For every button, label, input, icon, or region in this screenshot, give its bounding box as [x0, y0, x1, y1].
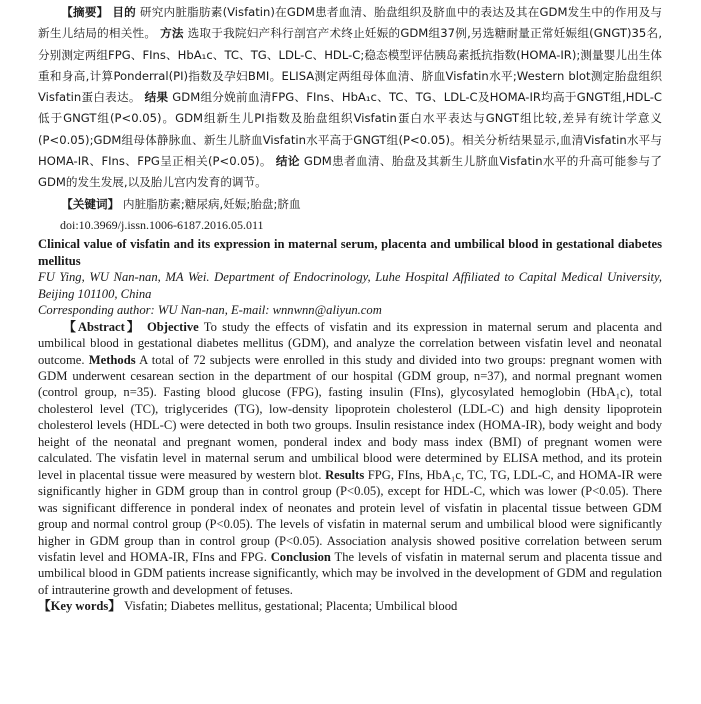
- cn-results-heading: 结果: [144, 90, 169, 105]
- en-conclusion-text: The levels of visfatin in maternal serum and placenta tissue and umbilical blood in GDM patients increase significantly, which may be involved in the development of GDM and regulation of intrauterine growth and development of fetuses.: [38, 549, 662, 597]
- cn-objective-heading: 目的: [112, 5, 136, 19]
- doi-line: doi:10.3969/j.issn.1006-6187.2016.05.011: [60, 217, 264, 232]
- en-keywords-label: 【Key words】: [38, 599, 121, 614]
- en-keywords-line: [38, 598, 662, 614]
- cn-conclusion-heading: 结论: [275, 154, 300, 169]
- corresponding-author: Corresponding author: WU Nan-nan, E-mail: wnnwnn@aliyun.com: [38, 303, 382, 318]
- cn-keywords-text: 内脏脂肪素;糖尿病,妊娠;胎盘;脐血: [122, 196, 301, 211]
- en-results-heading: Results: [325, 467, 365, 482]
- cn-abstract-paragraph: [38, 2, 662, 194]
- en-results-text: FPG, FIns, HbA₁c, TC, TG, LDL-C, and HOMA-IR were significantly higher in GDM group than in control group (P<0.05), except for HDL-C, which was lower (P<0.05). There was significant difference in ponderal index of neonates and protein level of visfatin in placental tissue between GDM group and normal control group (P<0.05). The levels of visfatin in maternal serum and umbilical blood were significantly higher in GDM group than in control group (P<0.05). Association analysis showed positive correlation between serum visfatin level and HOMA-IR, FIns and FPG.: [38, 467, 662, 564]
- paper-page: [38, 0, 662, 615]
- en-abstract-label: 【Abstract】: [63, 319, 142, 334]
- en-objective-heading: Objective: [146, 319, 199, 334]
- en-abstract-paragraph: [38, 319, 662, 599]
- cn-keywords-line: [38, 194, 662, 215]
- cn-objective-text: 研究内脏脂肪素(Visfatin)在GDM患者血清、胎盘组织及脐血中的表达及其在GDM发生中的作用及与新生儿结局的相关性。: [38, 5, 662, 41]
- en-objective-text: To study the effects of visfatin and its expression in maternal serum and placenta and umbilical blood in gestational diabetes mellitus (GDM), and analyze the correlation between visfatin level and neonatal outcome.: [38, 319, 663, 367]
- en-methods-heading: Methods: [88, 352, 136, 367]
- en-keywords-text: Visfatin; Diabetes mellitus, gestational; Placenta; Umbilical blood: [124, 599, 458, 614]
- cn-methods-heading: 方法: [160, 26, 184, 41]
- english-title: Clinical value of visfatin and its expression in maternal serum, placenta and umbilical blood in gestational diabetes mellitus: [38, 237, 662, 268]
- en-methods-text: A total of 72 subjects were enrolled in this study and divided into two groups: pregnant women with GDM underwent cesarean section in the department of our hospital (GDM group, n=37), and normal pregnant women (control group, n=35). Fasting blood glucose (FPG), fasting insulin (FIns), glycosylated hemoglobin (HbA₁c), total cholesterol level (TC), triglycerides (TG), low-density lipoprotein cholesterol (LDL-C) and high density lipoprotein cholesterol levels (HDL-C) were detected in both two groups. Insulin resistance index (HOMA-IR), body weight and body height of the neonatal and pregnant women, ponderal index and body mass index (BMI) of pregnant women were calculated. The visfatin level in maternal serum and umbilical blood were determined by ELISA method, and its protein level in placental tissue were measured by western blot.: [38, 352, 662, 482]
- cn-abstract-label: 【摘要】: [61, 5, 109, 19]
- cn-keywords-label: 【关键词】: [61, 196, 120, 211]
- authors-affiliation: FU Ying, WU Nan-nan, MA Wei. Department of Endocrinology, Luhe Hospital Affiliated to Capital Medical University, Beijing 101100, China: [38, 270, 662, 301]
- chinese-abstract: [38, 2, 662, 236]
- cn-conclusion-text: GDM患者血清、胎盘及其新生儿脐血Visfatin水平的升高可能参与了GDM的发生发展,以及胎儿宫内发育的调节。: [38, 154, 663, 190]
- cn-methods-text: 选取于我院妇产科行剖宫产术终止妊娠的GDM组37例,另选糖耐量正常妊娠组(GNGT)35名,分别测定两组FPG、FIns、HbA₁c、TC、TG、LDL-C、HDL-C;稳态模型评估胰岛素抵抗指数(HOMA-IR);测量婴儿出生体重和身高,计算Ponderral(PI)指数及孕妇BMI。ELISA测定两组母体血清、脐血Visfatin水平;Western blot测定胎盘组织Visfatin蛋白表达。: [38, 26, 663, 105]
- cn-results-text: GDM组分娩前血清FPG、FIns、HbA₁c、TC、TG、LDL-C及HOMA-IR均高于GNGT组,HDL-C低于GNGT组(P<0.05)。GDM组新生儿PI指数及胎盘组织Visfatin蛋白水平表达与GNGT组比较,差异有统计学意义(P<0.05);GDM组母体静脉血、新生儿脐血Visfatin水平高于GNGT组(P<0.05)。相关分析结果显示,血清Visfatin水平与HOMA-IR、FIns、FPG呈正相关(P<0.05)。: [38, 90, 662, 169]
- english-abstract: [38, 236, 662, 615]
- en-conclusion-heading: Conclusion: [270, 549, 331, 564]
